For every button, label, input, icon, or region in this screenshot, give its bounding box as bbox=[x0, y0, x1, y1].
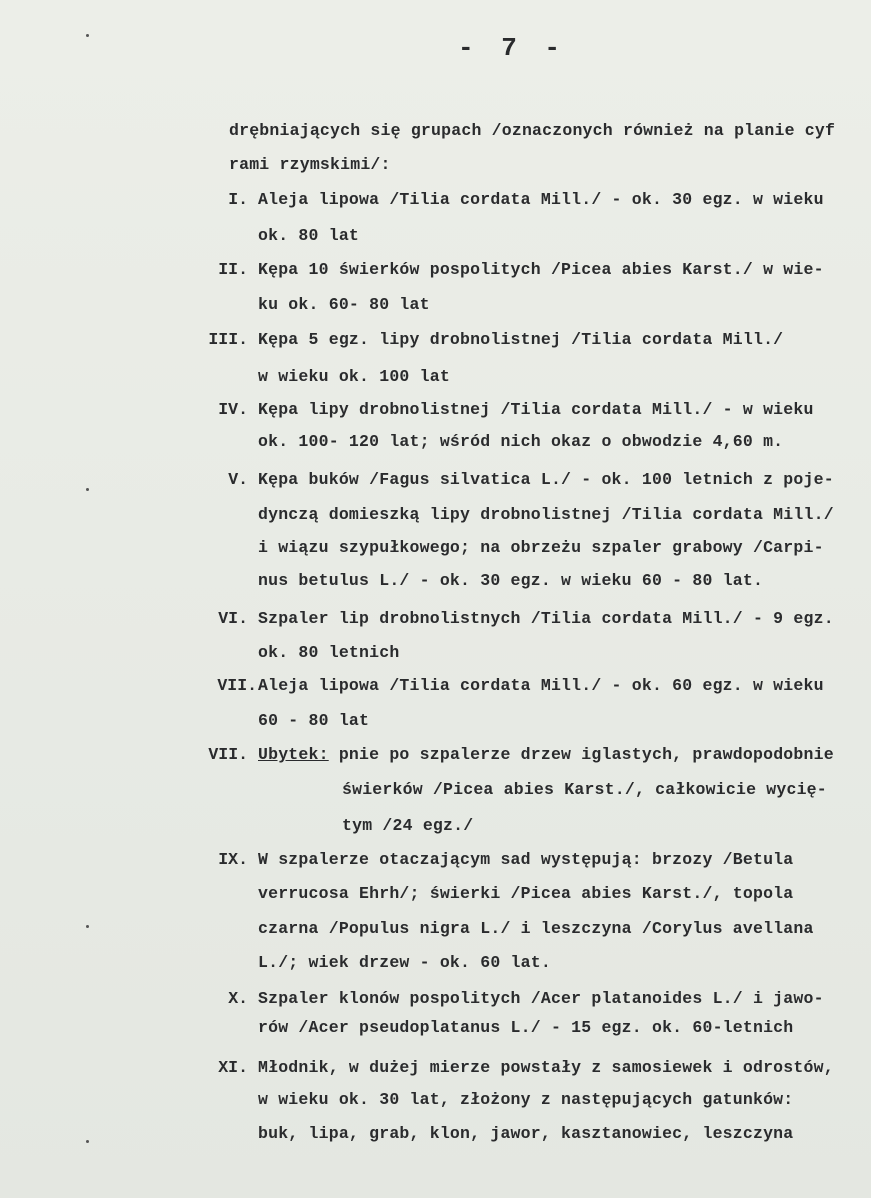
entry-line: L./; wiek drzew - ok. 60 lat. bbox=[258, 953, 551, 972]
entry-line: Szpaler lip drobnolistnych /Tilia cordata Mill./ - 9 egz. bbox=[258, 609, 834, 628]
intro-line: drębniających się grupach /oznaczonych również na planie cyf bbox=[229, 121, 836, 140]
entry-numeral: VI. bbox=[218, 609, 248, 628]
entry-line: W szpalerze otaczającym sad występują: brzozy /Betula bbox=[258, 850, 794, 869]
entry-line: Kępa 10 świerków pospolitych /Picea abies Karst./ w wie- bbox=[258, 260, 824, 279]
entry-line: Kępa 5 egz. lipy drobnolistnej /Tilia cordata Mill./ bbox=[258, 330, 784, 349]
entry-line: tym /24 egz./ bbox=[342, 816, 474, 835]
paper-speck bbox=[86, 1140, 89, 1143]
entry-numeral: II. bbox=[218, 260, 248, 279]
entry-line: Szpaler klonów pospolitych /Acer platanoides L./ i jawo- bbox=[258, 989, 824, 1008]
entry-line: w wieku ok. 100 lat bbox=[258, 367, 450, 386]
entry-line: Młodnik, w dużej mierze powstały z samosiewek i odrostów, bbox=[258, 1058, 834, 1077]
entry-line: Aleja lipowa /Tilia cordata Mill./ - ok. 30 egz. w wieku bbox=[258, 190, 824, 209]
entry-numeral: VII. bbox=[217, 676, 257, 695]
entry-numeral: X. bbox=[228, 989, 248, 1008]
entry-line: ok. 80 lat bbox=[258, 226, 360, 245]
entry-line: i wiązu szypułkowego; na obrzeżu szpaler grabowy /Carpi- bbox=[258, 538, 824, 557]
entry-line-text: pnie po szpalerze drzew iglastych, prawdopodobnie bbox=[328, 745, 834, 764]
entry-line: Kępa lipy drobnolistnej /Tilia cordata Mill./ - w wieku bbox=[258, 400, 814, 419]
entry-line: verrucosa Ehrh/; świerki /Picea abies Karst./, topola bbox=[258, 884, 794, 903]
entry-line: świerków /Picea abies Karst./, całkowicie wycię- bbox=[342, 780, 827, 799]
entry-numeral: III. bbox=[208, 330, 248, 349]
entry-line: buk, lipa, grab, klon, jawor, kasztanowiec, leszczyna bbox=[258, 1124, 794, 1143]
entry-line: rów /Acer pseudoplatanus L./ - 15 egz. ok. 60-letnich bbox=[258, 1018, 794, 1037]
entry-line: ku ok. 60- 80 lat bbox=[258, 295, 430, 314]
entry-numeral: V. bbox=[228, 470, 248, 489]
entry-numeral: IV. bbox=[218, 400, 248, 419]
paper-speck bbox=[86, 34, 89, 37]
ubytek-label: Ubytek: bbox=[258, 745, 329, 764]
entry-numeral: IX. bbox=[218, 850, 248, 869]
entry-line: w wieku ok. 30 lat, złożony z następujących gatunków: bbox=[258, 1090, 794, 1109]
entry-line: Kępa buków /Fagus silvatica L./ - ok. 100 letnich z poje- bbox=[258, 470, 834, 489]
entry-numeral: VII. bbox=[208, 745, 248, 764]
entry-line bbox=[258, 745, 834, 764]
paper-speck bbox=[86, 488, 89, 491]
page-number: - 7 - bbox=[458, 33, 567, 63]
intro-line: rami rzymskimi/: bbox=[229, 155, 391, 174]
entry-numeral: I. bbox=[228, 190, 248, 209]
entry-line: Aleja lipowa /Tilia cordata Mill./ - ok. 60 egz. w wieku bbox=[258, 676, 824, 695]
entry-line: ok. 100- 120 lat; wśród nich okaz o obwodzie 4,60 m. bbox=[258, 432, 784, 451]
paper-speck bbox=[86, 925, 89, 928]
entry-line: 60 - 80 lat bbox=[258, 711, 370, 730]
entry-line: dynczą domieszką lipy drobnolistnej /Tilia cordata Mill./ bbox=[258, 505, 834, 524]
entry-line: czarna /Populus nigra L./ i leszczyna /Corylus avellana bbox=[258, 919, 814, 938]
entry-line: nus betulus L./ - ok. 30 egz. w wieku 60 - 80 lat. bbox=[258, 571, 764, 590]
entry-line: ok. 80 letnich bbox=[258, 643, 400, 662]
entry-numeral: XI. bbox=[218, 1058, 248, 1077]
